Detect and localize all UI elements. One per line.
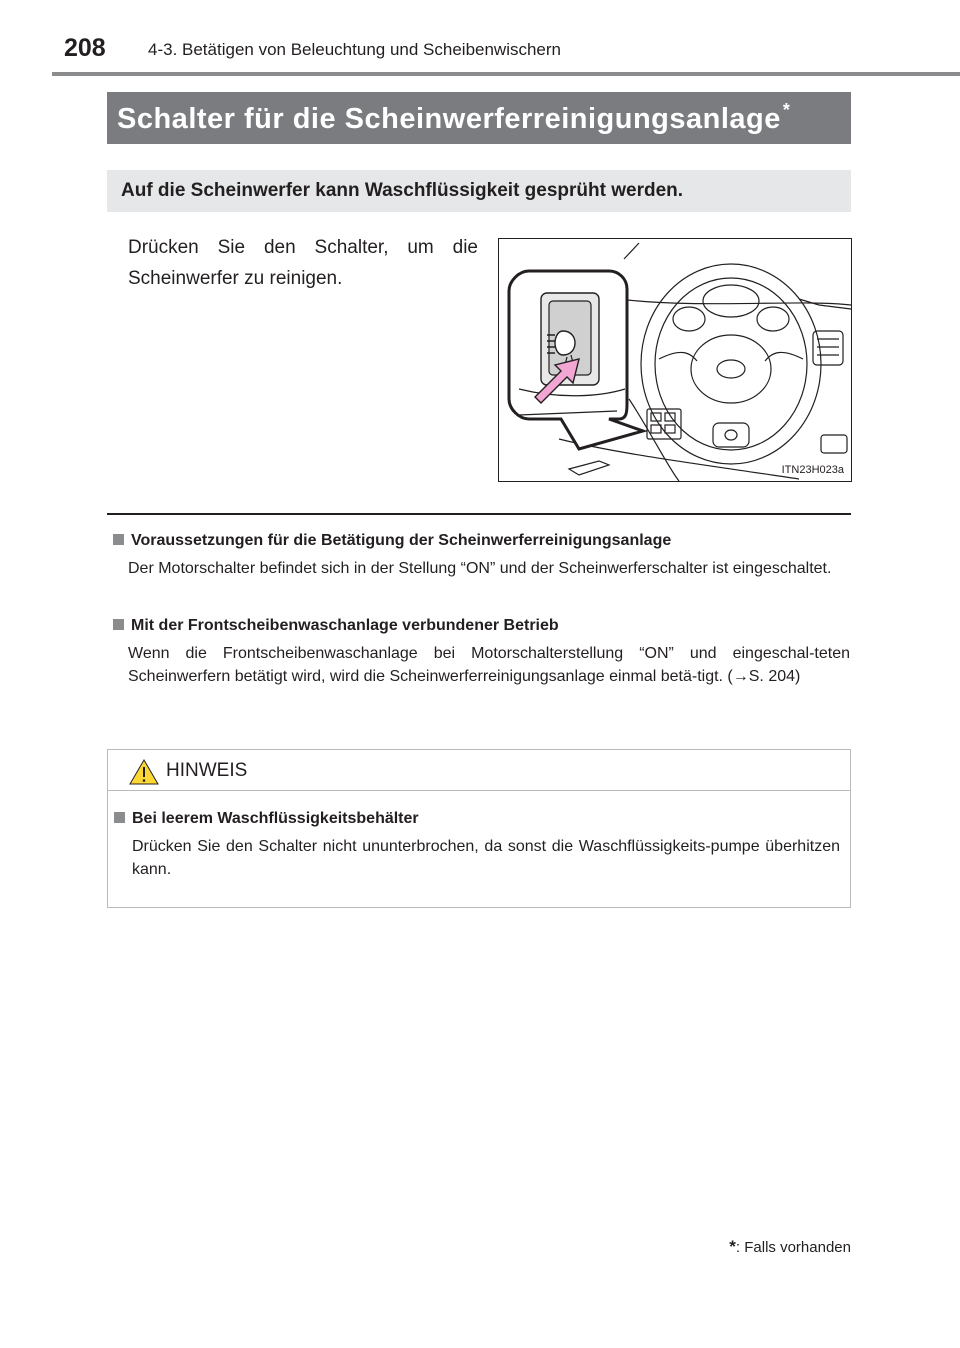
bullet-square-icon [113,619,124,630]
warning-triangle-icon [128,758,160,786]
section-title-band [107,92,851,144]
note-heading [113,617,850,635]
section-divider [107,513,851,515]
footnote-text: : Falls vorhanden [735,1239,851,1256]
bullet-square-icon [114,812,125,823]
caution-heading [114,810,840,828]
note-body: Der Motorschalter befindet sich in der Stellung “ON” und der Scheinwerferschalter ist eingeschaltet. [128,560,832,577]
dashboard-drawing [499,239,851,481]
bullet-square-icon [113,534,124,545]
caution-divider [108,790,850,791]
page-number: 208 [64,34,106,62]
note-body: Wenn die Frontscheibenwaschanlage bei Motorschalterstellung “ON” und eingeschal-teten Scheinwerfern betätigt wird, wird die Scheinwerferreinigungsanlage einmal betä-tigt. (→S. 204) [128,645,850,685]
section-title-text: Schalter für die Scheinwerferreinigungsanlage [117,103,781,135]
footnote-marker: * [729,1237,736,1256]
dashboard-illustration [498,238,852,482]
summary-banner [107,170,851,212]
caution-note [114,810,840,881]
caution-body: Drücken Sie den Schalter nicht ununterbrochen, da sonst die Waschflüssigkeits-pumpe überhitzen kann. [132,838,840,878]
header-rule [52,72,960,76]
note-heading [113,532,850,550]
optional-marker: * [782,100,791,120]
note-block-2 [113,617,850,688]
section-title [117,100,790,136]
section-reference: 4-3. Betätigen von Beleuchtung und Scheibenwischern [148,40,562,59]
note-heading-text: Mit der Frontscheibenwaschanlage verbundener Betrieb [131,617,559,634]
caution-heading-text: Bei leerem Waschflüssigkeitsbehälter [132,810,419,827]
caution-box [107,749,851,908]
figure-code: ITN23H023a [781,464,844,476]
note-heading-text: Voraussetzungen für die Betätigung der Scheinwerferreinigungsanlage [131,532,672,549]
summary-text: Auf die Scheinwerfer kann Waschflüssigkeit gesprüht werden. [121,180,684,201]
intro-paragraph: Drücken Sie den Schalter, um die Scheinwerfer zu reinigen. [128,237,478,289]
caution-title: HINWEIS [166,760,248,781]
footnote [729,1237,851,1257]
note-block-1 [113,532,850,580]
